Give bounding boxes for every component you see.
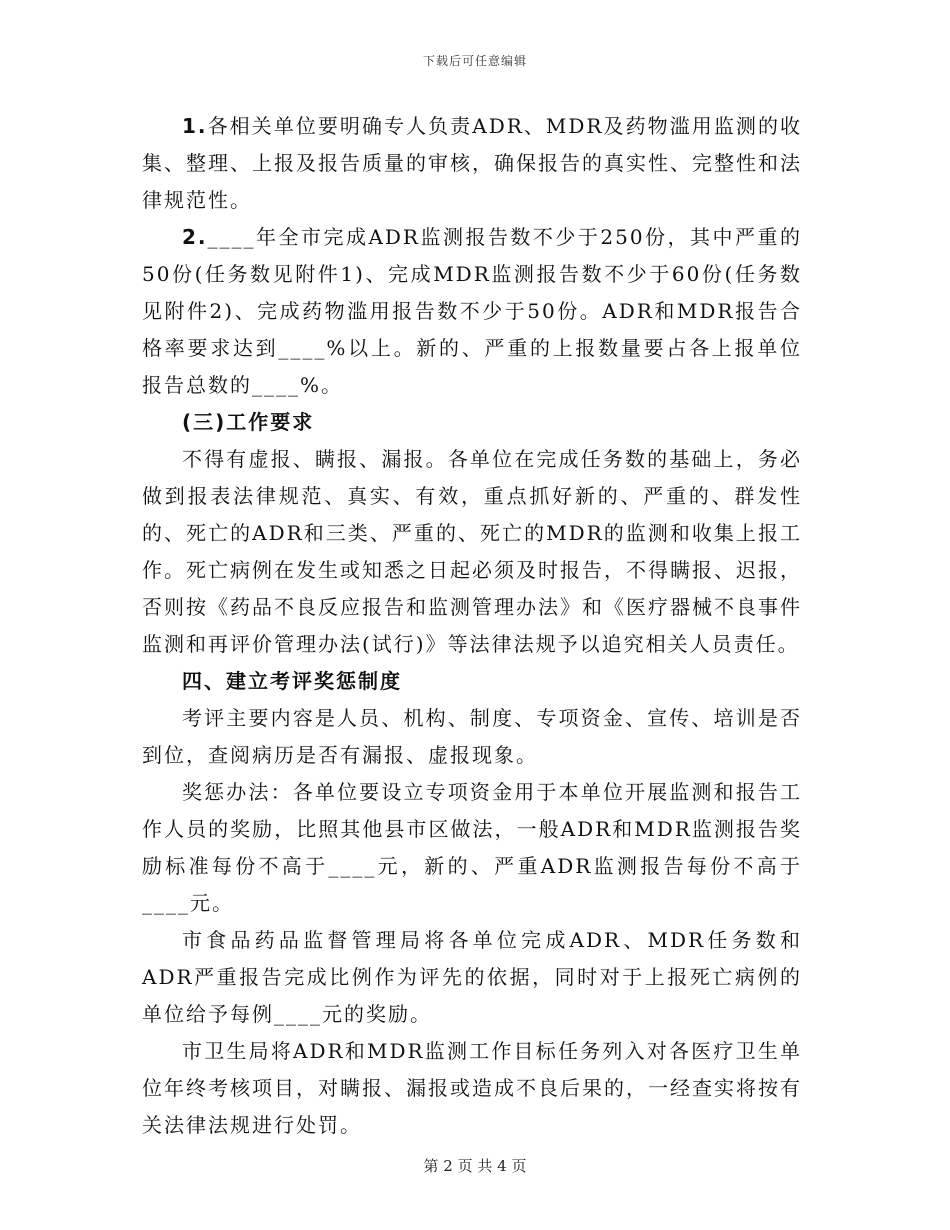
item-number-1: 1. <box>182 114 208 138</box>
page-header: 下载后可任意编辑 <box>422 54 527 68</box>
paragraph-3: 不得有虚报、瞒报、漏报。各单位在完成任务数的基础上，务必做到报表法律规范、真实、有效，重点抓好新的、严重的、群发性的、死亡的ADR和三类、严重的、死亡的MDR的监测和收集上报工作。死亡病例在发生或知悉之日起必须及时报告，不得瞒报、迟报，否则按《药品不良反应报告和监测管理办法》和《医疗器械不良事件监测和再评价管理办法(试行)》等法律法规予以追究相关人员责任。 <box>142 447 802 656</box>
document-body <box>142 108 802 1144</box>
page-footer: 第 2 页 共 4 页 <box>423 1157 527 1175</box>
paragraph-2-text: ____年全市完成ADR监测报告数不少于250份，其中严重的50份(任务数见附件1)、完成MDR监测报告数不少于60份(任务数见附件2)、完成药物滥用报告数不少于50份。ADR和MDR报告合格率要求达到____%以上。新的、严重的上报数量要占各上报单位报告总数的____%。 <box>142 225 802 397</box>
section-heading-evaluation: 四、建立考评奖惩制度 <box>182 669 402 693</box>
section-heading-work-requirements: (三)工作要求 <box>182 410 315 434</box>
item-number-2: 2. <box>182 225 208 249</box>
paragraph-6: 市食品药品监督管理局将各单位完成ADR、MDR任务数和ADR严重报告完成比例作为评先的依据，同时对于上报死亡病例的单位给予每例____元的奖励。 <box>142 928 802 1026</box>
paragraph-2 <box>142 219 802 404</box>
paragraph-1 <box>142 108 802 219</box>
paragraph-7: 市卫生局将ADR和MDR监测工作目标任务列入对各医疗卫生单位年终考核项目，对瞒报、漏报或造成不良后果的，一经查实将按有关法律法规进行处罚。 <box>142 1039 802 1137</box>
paragraph-4: 考评主要内容是人员、机构、制度、专项资金、宣传、培训是否到位，查阅病历是否有漏报、虚报现象。 <box>142 706 802 767</box>
paragraph-5: 奖惩办法：各单位要设立专项资金用于本单位开展监测和报告工作人员的奖励，比照其他县市区做法，一般ADR和MDR监测报告奖励标准每份不高于____元，新的、严重ADR监测报告每份不高于____元。 <box>142 780 802 915</box>
paragraph-1-text: 各相关单位要明确专人负责ADR、MDR及药物滥用监测的收集、整理、上报及报告质量的审核，确保报告的真实性、完整性和法律规范性。 <box>142 114 802 212</box>
